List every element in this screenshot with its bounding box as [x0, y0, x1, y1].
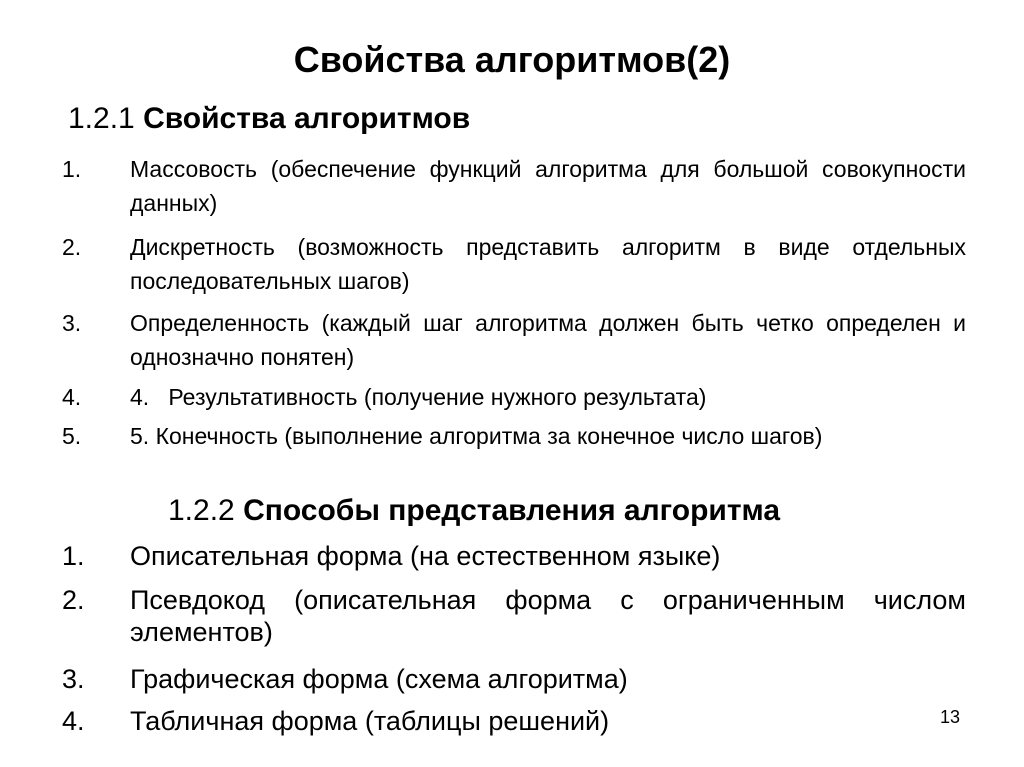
list-item-text: 5. Конечность (выполнение алгоритма за конечное число шагов): [130, 423, 823, 449]
list-marker: 5.: [62, 423, 82, 449]
list-item-text: Псевдокод (описательная форма с ограниченным числом элементов): [130, 585, 966, 647]
list-item-text: 4. Результативность (получение нужного результата): [130, 384, 707, 410]
list-marker: 4.: [62, 706, 85, 736]
list-item-text: Табличная форма (таблицы решений): [130, 706, 610, 736]
slide-title: Свойства алгоритмов(2): [293, 39, 731, 80]
list-marker: 3.: [62, 664, 85, 694]
list-marker: 2.: [62, 585, 85, 615]
list-item-text: Графическая форма (схема алгоритма): [130, 664, 628, 694]
list-marker: 4.: [62, 384, 82, 410]
list-marker: 2.: [62, 234, 82, 260]
section-heading-properties: [68, 101, 470, 137]
list-marker: 1.: [62, 156, 82, 182]
list-item-text: Массовость (обеспечение функций алгоритма для большой совокупности данных): [130, 156, 966, 216]
list-item-text: Определенность (каждый шаг алгоритма должен быть четко определен и однозначно понятен): [130, 310, 966, 370]
page-number: 13: [939, 707, 960, 727]
list-marker: 1.: [62, 541, 85, 571]
section-number: 1.2.2: [168, 494, 235, 527]
section-title: Способы представления алгоритма: [243, 494, 781, 527]
list-item-text: Дискретность (возможность представить алгоритм в виде отдельных последовательных шагов): [130, 234, 966, 294]
list-marker: 3.: [62, 310, 82, 336]
section-number: 1.2.1: [68, 102, 135, 135]
section-heading-representation: [168, 493, 780, 529]
section-title: Свойства алгоритмов: [143, 102, 471, 135]
list-item-text: Описательная форма (на естественном языке): [130, 541, 721, 571]
